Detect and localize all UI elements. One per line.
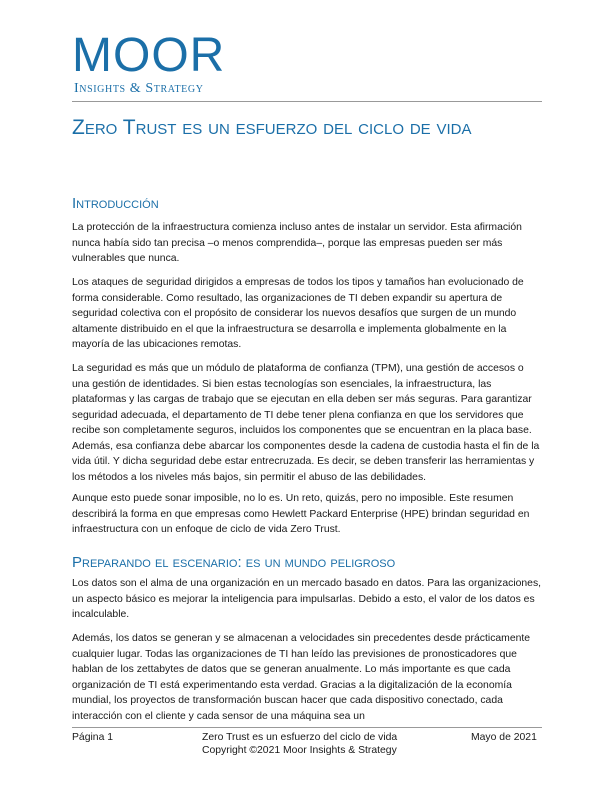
paragraph: Aunque esto puede sonar imposible, no lo es. Un reto, quizás, pero no imposible. Este resumen describirá la forma en que empresas como Hewlett Packard Enterprise (HPE) brindan seguridad en infraestructura con un enfoque de ciclo de vida Zero Trust. [72, 493, 530, 535]
paragraph: La protección de la infraestructura comienza incluso antes de instalar un servidor. Esta afirmación nunca había sido tan precisa –o menos comprendida–, porque las empresas pueden ser más vulnerables que nunca. [72, 222, 522, 264]
paragraph: Los ataques de seguridad dirigidos a empresas de todos los tipos y tamaños han evolucionado de forma considerable. Como resultado, las organizaciones de TI deben expandir su apertura de seguridad colectiva con el propósito de considerar los nuevos desafíos que surgen de un mundo altamente distribuido en el que la infraestructura se desarrolla e implementa globalmente en la mayoría de las ubicaciones remotas. [72, 277, 524, 350]
footer-divider [72, 727, 542, 728]
logo-wordmark: MOOR [72, 29, 226, 82]
footer-page-number: Página 1 [72, 732, 114, 743]
paragraph: Además, los datos se generan y se almacenan a velocidades sin precedentes desde prácticamente cualquier lugar. Todas las organizaciones de TI han leído las previsiones de pronosticadores que hablan de los zettabytes de datos que se generan anualmente. Lo más importante es que cada organización de TI está experimentando esta verdad. Gracias a la digitalización de la economía mundial, los proyectos de transformación buscan hacer que cada dispositivo conectado, cada interacción con el cliente y cada sensor de una máquina sea un [72, 633, 531, 722]
logo-tagline: Insights & Strategy [74, 81, 204, 96]
section-heading-introduccion: Introducción [72, 195, 159, 212]
section-heading-escenario: Preparando el escenario: es un mundo peligroso [72, 554, 396, 571]
footer-copyright: Copyright ©2021 Moor Insights & Strategy [202, 745, 397, 756]
header-divider [72, 101, 542, 102]
paragraph: La seguridad es más que un módulo de plataforma de confianza (TPM), una gestión de accesos o una gestión de identidades. Si bien estas tecnologías son esenciales, la infraestructura, las plataformas y las cargas de trabajo que se ejecutan en ella deben ser más seguras. Para garantizar seguridad adecuada, el departamento de TI debe tener plena confianza en que los servidores que recibe son completamente seguros, incluidos los componentes que se encuentran en la placa base. Además, esa confianza debe abarcar los componentes desde la cadena de custodia hasta el fin de la vida útil. Y dicha seguridad debe estar entrecruzada. Es decir, se deben transferir las herramientas y los métodos a los niveles más bajos, sin permitir el abuso de las debilidades. [72, 363, 540, 483]
paragraph: Los datos son el alma de una organización en un mercado basado en datos. Para las organizaciones, un aspecto básico es mejorar la inteligencia para impulsarlas. Debido a esto, el valor de los datos es incalculable. [72, 578, 542, 620]
document-title: Zero Trust es un esfuerzo del ciclo de vida [72, 116, 472, 139]
footer-date: Mayo de 2021 [471, 732, 537, 743]
footer-doc-title: Zero Trust es un esfuerzo del ciclo de vida [202, 732, 398, 743]
